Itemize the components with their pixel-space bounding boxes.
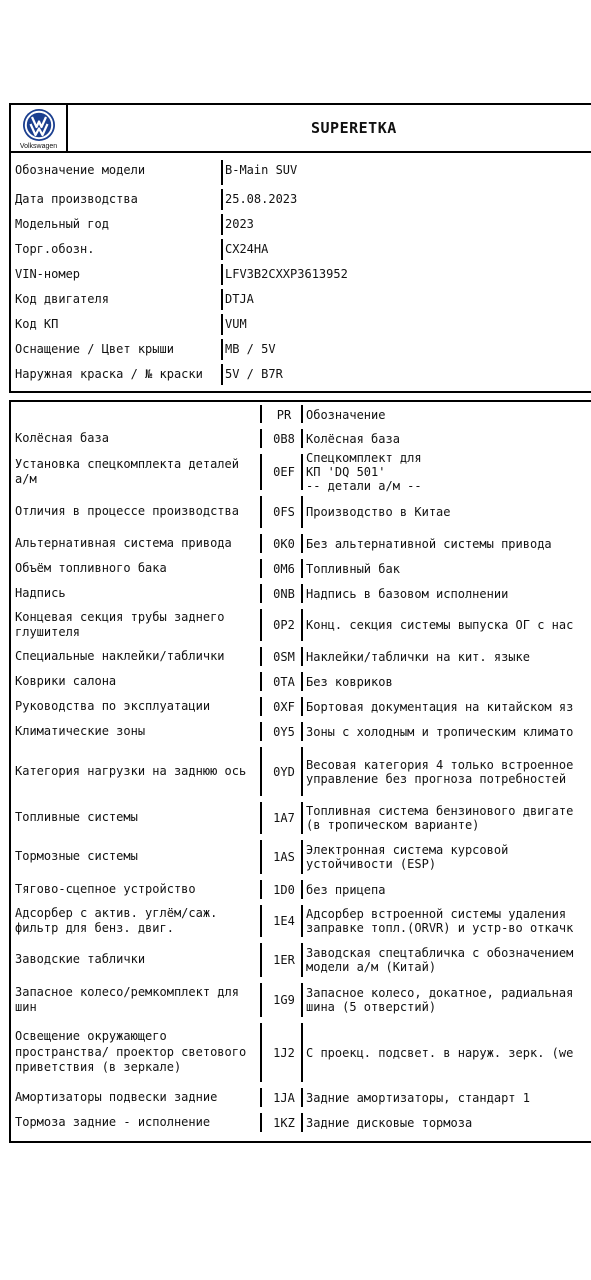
pr-table-row — [11, 940, 591, 980]
pr-table-row — [11, 799, 591, 837]
pr-option-name: Установка спецкомплекта деталей а/м — [15, 456, 239, 486]
pr-option-name: Климатические зоны — [15, 723, 146, 738]
column-divider — [260, 454, 262, 490]
pr-description: Производство в Китае — [306, 505, 451, 519]
pr-description: Электронная система курсовой устойчивости (ESP) — [306, 843, 509, 871]
pr-table-row — [11, 1085, 591, 1110]
column-divider — [221, 264, 223, 285]
column-divider — [260, 1023, 262, 1082]
column-divider — [301, 840, 303, 874]
column-divider — [260, 672, 262, 691]
pr-code: 1KZ — [273, 1115, 295, 1130]
column-divider — [301, 697, 303, 716]
pr-code: 0FS — [273, 505, 295, 519]
pr-table-header — [11, 402, 591, 426]
model-info-row — [11, 337, 591, 362]
model-info-row — [11, 262, 591, 287]
column-divider — [301, 429, 303, 448]
pr-code: 0EF — [273, 465, 295, 479]
model-info-row — [11, 287, 591, 312]
column-divider — [301, 1113, 303, 1132]
pr-table-row — [11, 451, 591, 493]
pr-table-row — [11, 581, 591, 606]
pr-description: Бортовая документация на китайском яз — [306, 699, 574, 714]
column-divider — [301, 534, 303, 553]
pr-description: Топливный бак — [306, 561, 400, 576]
pr-description: Конц. секция системы выпуска ОГ с нас — [306, 618, 574, 632]
pr-description: Колёсная база — [306, 431, 400, 446]
pr-description: Весовая категория 4 только встроенное управление без прогноза потребностей — [306, 757, 574, 786]
pr-column-header: PR — [276, 408, 292, 422]
pr-table-row — [11, 1110, 591, 1135]
model-info-value: DTJA — [225, 292, 254, 306]
desc-column-header: Обозначение — [306, 408, 386, 422]
model-info-label: Модельный год — [15, 217, 109, 231]
pr-option-name: Категория нагрузки на заднюю ось — [15, 763, 247, 778]
column-divider — [301, 943, 303, 977]
column-divider — [221, 214, 223, 235]
pr-option-name: Коврики салона — [15, 673, 117, 688]
model-info-label: Дата производства — [15, 192, 138, 206]
pr-option-name: Адсорбер с актив. углём/саж. фильтр для бенз. двиг. — [15, 905, 218, 935]
pr-code: 1J2 — [273, 1045, 295, 1060]
pr-description: Надпись в базовом исполнении — [306, 586, 509, 601]
pr-description: Адсорбер встроенной системы удаления заправке топл.(ORVR) и устр-во откачк — [306, 907, 574, 935]
brand-name: Volkswagen — [19, 143, 58, 150]
model-info-value: B-Main SUV — [225, 163, 298, 177]
column-divider — [301, 496, 303, 528]
pr-table-row — [11, 426, 591, 451]
model-info-label: Торг.обозн. — [15, 242, 95, 256]
model-info-value: 5V / B7R — [225, 367, 283, 381]
column-divider — [301, 405, 303, 423]
pr-option-name: Топливные системы — [15, 810, 138, 825]
pr-description: Топливная система бензинового двигате (в тропическом варианте) — [306, 804, 574, 832]
column-divider — [221, 160, 223, 185]
column-divider — [301, 559, 303, 578]
pr-description: без прицепа — [306, 882, 386, 897]
pr-description: С проекц. подсвет. в наруж. зерк. (we — [306, 1045, 574, 1060]
pr-option-name: Амортизаторы подвески задние — [15, 1089, 218, 1104]
column-divider — [260, 840, 262, 874]
model-info-label: VIN-номер — [15, 267, 81, 281]
pr-table-row — [11, 606, 591, 644]
pr-option-name: Надпись — [15, 585, 66, 600]
pr-table-row — [11, 669, 591, 694]
column-divider — [260, 1113, 262, 1132]
column-divider — [301, 905, 303, 937]
column-divider — [260, 747, 262, 796]
column-divider — [301, 454, 303, 490]
pr-code: 1A7 — [273, 811, 295, 825]
pr-description: Без альтернативной системы привода — [306, 536, 552, 551]
pr-code: 1JA — [273, 1090, 295, 1105]
model-info-label: Оснащение / Цвет крыши — [15, 342, 174, 356]
pr-option-name: Тормозные системы — [15, 849, 138, 864]
pr-option-name: Запасное колесо/ремкомплект для шин — [15, 984, 239, 1014]
column-divider — [260, 943, 262, 977]
model-info-value: CX24HA — [225, 242, 269, 256]
pr-description: Спецкомплект для КП 'DQ 501' -- детали а/м -- — [306, 451, 422, 493]
pr-code: 0XF — [273, 699, 295, 714]
vw-logo-icon — [22, 108, 56, 142]
pr-option-name: Отличия в процессе производства — [15, 504, 239, 519]
column-divider — [301, 747, 303, 796]
model-info-value: MB / 5V — [225, 342, 276, 356]
column-divider — [260, 983, 262, 1017]
column-divider — [221, 239, 223, 260]
pr-description: Задние дисковые тормоза — [306, 1115, 473, 1130]
pr-code: 1AS — [273, 850, 295, 864]
pr-option-name: Тягово-сцепное устройство — [15, 881, 196, 896]
column-divider — [260, 609, 262, 641]
pr-option-name: Альтернативная система привода — [15, 535, 232, 550]
column-divider — [260, 429, 262, 448]
model-info-value: 2023 — [225, 217, 254, 231]
column-divider — [301, 880, 303, 899]
column-divider — [260, 496, 262, 528]
pr-table-row — [11, 744, 591, 799]
column-divider — [260, 647, 262, 666]
pr-code: 0B8 — [273, 431, 295, 446]
pr-option-name: Объём топливного бака — [15, 560, 167, 575]
pr-table-row — [11, 980, 591, 1020]
pr-code: 0M6 — [273, 561, 295, 576]
column-divider — [260, 534, 262, 553]
model-info-row — [11, 362, 591, 387]
pr-description: Зоны с холодным и тропическим климато — [306, 724, 574, 739]
pr-option-name: Освещение окружающего пространства/ проектор светового приветствия (в зеркале) — [15, 1029, 247, 1075]
model-info-row — [11, 212, 591, 237]
column-divider — [221, 364, 223, 385]
pr-option-name: Руководства по эксплуатации — [15, 698, 211, 713]
model-info-label: Код двигателя — [15, 292, 109, 306]
pr-code: 0NB — [273, 586, 295, 601]
column-divider — [301, 609, 303, 641]
pr-code: 1D0 — [273, 882, 295, 897]
pr-option-name: Специальные наклейки/таблички — [15, 648, 225, 663]
pr-codes-table — [9, 400, 591, 1143]
pr-code: 0K0 — [273, 536, 295, 551]
pr-code: 0Y5 — [273, 724, 295, 739]
pr-option-name: Тормоза задние - исполнение — [15, 1114, 211, 1129]
pr-code: 0P2 — [273, 618, 295, 632]
column-divider — [301, 983, 303, 1017]
model-info-value: LFV3B2CXXP3613952 — [225, 267, 348, 281]
model-info-row — [11, 237, 591, 262]
pr-table-row — [11, 556, 591, 581]
column-divider — [260, 722, 262, 741]
column-divider — [221, 189, 223, 210]
column-divider — [260, 880, 262, 899]
pr-table-row — [11, 902, 591, 940]
pr-table-row — [11, 531, 591, 556]
model-info-value: 25.08.2023 — [225, 192, 298, 206]
pr-code: 0YD — [273, 764, 295, 779]
pr-description: Наклейки/таблички на кит. языке — [306, 649, 530, 664]
column-divider — [301, 722, 303, 741]
pr-table-row — [11, 719, 591, 744]
pr-code: 1G9 — [273, 993, 295, 1007]
pr-description: Без ковриков — [306, 674, 393, 689]
pr-code: 0SM — [273, 649, 295, 664]
column-divider — [301, 584, 303, 603]
column-divider — [260, 584, 262, 603]
pr-code: 1E4 — [273, 914, 295, 928]
pr-table-row — [11, 1020, 591, 1085]
pr-code: 0TA — [273, 674, 295, 689]
brand-logo — [11, 105, 68, 153]
column-divider — [260, 802, 262, 834]
model-info-row — [11, 187, 591, 212]
column-divider — [260, 905, 262, 937]
column-divider — [301, 802, 303, 834]
column-divider — [221, 314, 223, 335]
pr-option-name: Заводские таблички — [15, 952, 146, 967]
column-divider — [260, 1088, 262, 1107]
column-divider — [301, 1023, 303, 1082]
pr-option-name: Концевая секция трубы заднего глушителя — [15, 609, 225, 639]
column-divider — [301, 1088, 303, 1107]
pr-description: Заводская спецтабличка с обозначением модели а/м (Китай) — [306, 946, 574, 974]
pr-code: 1ER — [273, 953, 295, 967]
pr-table-row — [11, 644, 591, 669]
column-divider — [260, 559, 262, 578]
model-info-label: Код КП — [15, 317, 59, 331]
column-divider — [260, 697, 262, 716]
column-divider — [301, 672, 303, 691]
model-info-table — [9, 151, 591, 393]
column-divider — [301, 647, 303, 666]
pr-table-row — [11, 694, 591, 719]
document-header — [9, 103, 591, 153]
pr-description: Запасное колесо, докатное, радиальная шина (5 отверстий) — [306, 986, 574, 1014]
column-divider — [221, 289, 223, 310]
model-info-label: Обозначение модели — [15, 163, 146, 177]
pr-option-name: Колёсная база — [15, 430, 109, 445]
pr-table-row — [11, 877, 591, 902]
document-title: SUPERETKA — [311, 119, 397, 137]
model-info-value: VUM — [225, 317, 247, 331]
model-info-row — [11, 312, 591, 337]
model-info-row — [11, 158, 591, 187]
pr-table-row — [11, 837, 591, 877]
pr-table-row — [11, 493, 591, 531]
model-info-label: Наружная краска / № краски — [15, 367, 203, 381]
column-divider — [221, 339, 223, 360]
column-divider — [260, 405, 262, 423]
pr-description: Задние амортизаторы, стандарт 1 — [306, 1090, 530, 1105]
